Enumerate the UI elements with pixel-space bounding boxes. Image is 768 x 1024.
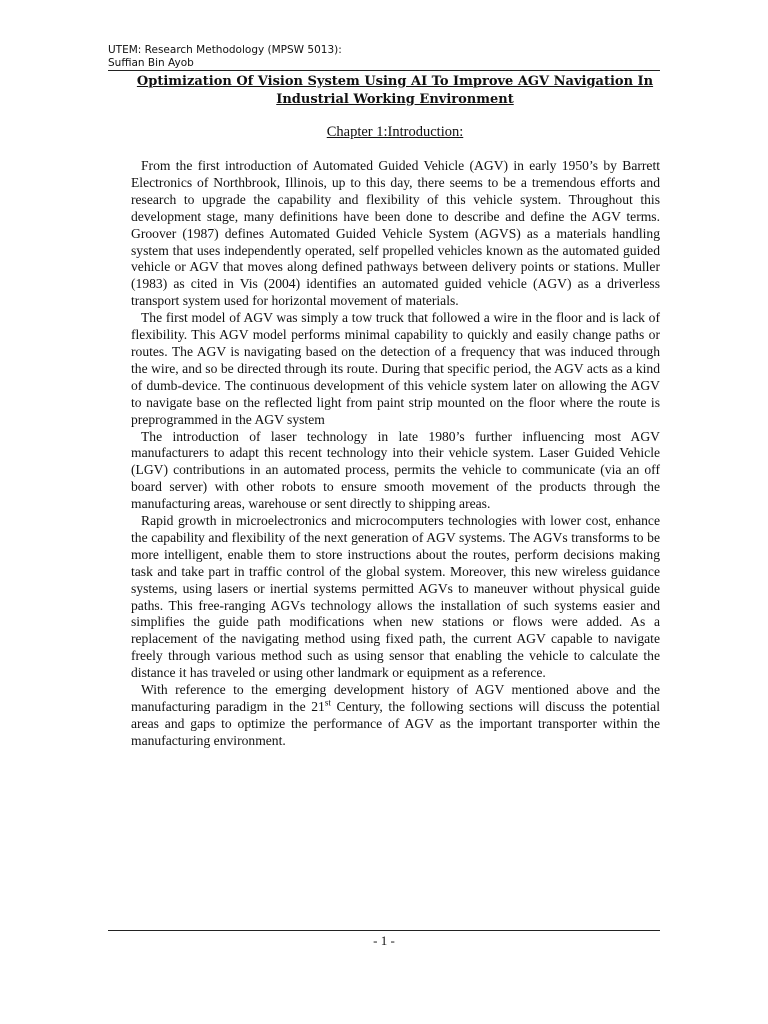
running-header [108, 44, 660, 70]
header-divider [108, 70, 660, 71]
ordinal-suffix: st [324, 697, 331, 708]
paragraph-3: The introduction of laser technology in late 1980’s further influencing most AGV manufacturers to adapt this recent technology into their vehicle system. Laser Guided Vehicle (LGV) contributions in an automated process, permits the vehicle to communicate (via an off board server) with other robots to ensure smooth movement of the products through the manufacturing areas, warehouse or sent directly to shipping areas. [131, 428, 660, 512]
paragraph-2: The first model of AGV was simply a tow truck that followed a wire in the floor and is lack of flexibility. This AGV model performs minimal capability to quickly and easily change paths or routes. The AGV is navigating based on the detection of a frequency that was induced through the wire, and so be directed through its route. During that specific period, the AGV acts as a kind of dumb-device. The continuous development of this vehicle system later on allowing the AGV to navigate base on the reflected light from paint strip mounted on the floor where the route is preprogrammed in the AGV system [131, 310, 660, 427]
chapter-heading: Chapter 1:Introduction: [326, 124, 464, 140]
header-course-line: UTEM: Research Methodology (MPSW 5013): [108, 44, 342, 56]
footer-divider [108, 930, 660, 931]
title-line-1: Optimization Of Vision System Using AI To Improve AGV Navigation In [136, 74, 654, 89]
header-author-line: Suffian Bin Ayob [108, 57, 194, 69]
paragraph-5-text-end: Century, the following sections will discuss the potential areas and gaps to optimize the performance of AGV as the important transporter within the manufacturing environment. [131, 699, 660, 748]
paragraph-4: Rapid growth in microelectronics and microcomputers technologies with lower cost, enhance the capability and flexibility of the next generation of AGV systems. The AGVs transforms to be more intelligent, enable them to store instructions about the routes, perform decisions making task and take part in traffic control of the global system. Moreover, this new wireless guidance systems, using lasers or inertial systems permitted AGVs to maneuver without physical guide paths. This free-ranging AGVs technology allows the installation of such systems easier and simplifies the guide path modifications when new stations or flows were added. As a replacement of the navigating method using fixed path, the current AGV capable to navigate freely through various method such as using sensor that enabling the vehicle to calculate the distance it has traveled or using other landmark or equipment as a reference. [131, 513, 660, 681]
paragraph-1: From the first introduction of Automated Guided Vehicle (AGV) in early 1950’s by Barrett Electronics of Northbrook, Illinois, up to this day, there seems to be a tremendous efforts and research to upgrade the capability and flexibility of this vehicle system. Throughout this development stage, many definitions have been done to describe and define the AGV terms. Groover (1987) defines Automated Guided Vehicle System (AGVS) as a materials handling system that uses independently operated, self propelled vehicles known as the automated guided vehicle or AGV that moves along defined pathways between delivery points or stations. Muller (1983) as cited in Vis (2004) identifies an automated guided vehicle (AGV) as a driverless transport system used for horizontal movement of materials. [131, 158, 660, 309]
title-line-2: Industrial Working Environment [276, 92, 514, 107]
page-number: - 1 - [373, 933, 395, 948]
paragraph-5 [131, 682, 660, 750]
document-title [130, 73, 660, 109]
paragraph-5-text-start: With reference to the emerging development history of AGV mentioned above and the manufacturing paradigm in the 21 [131, 682, 660, 714]
body-text [131, 158, 660, 750]
